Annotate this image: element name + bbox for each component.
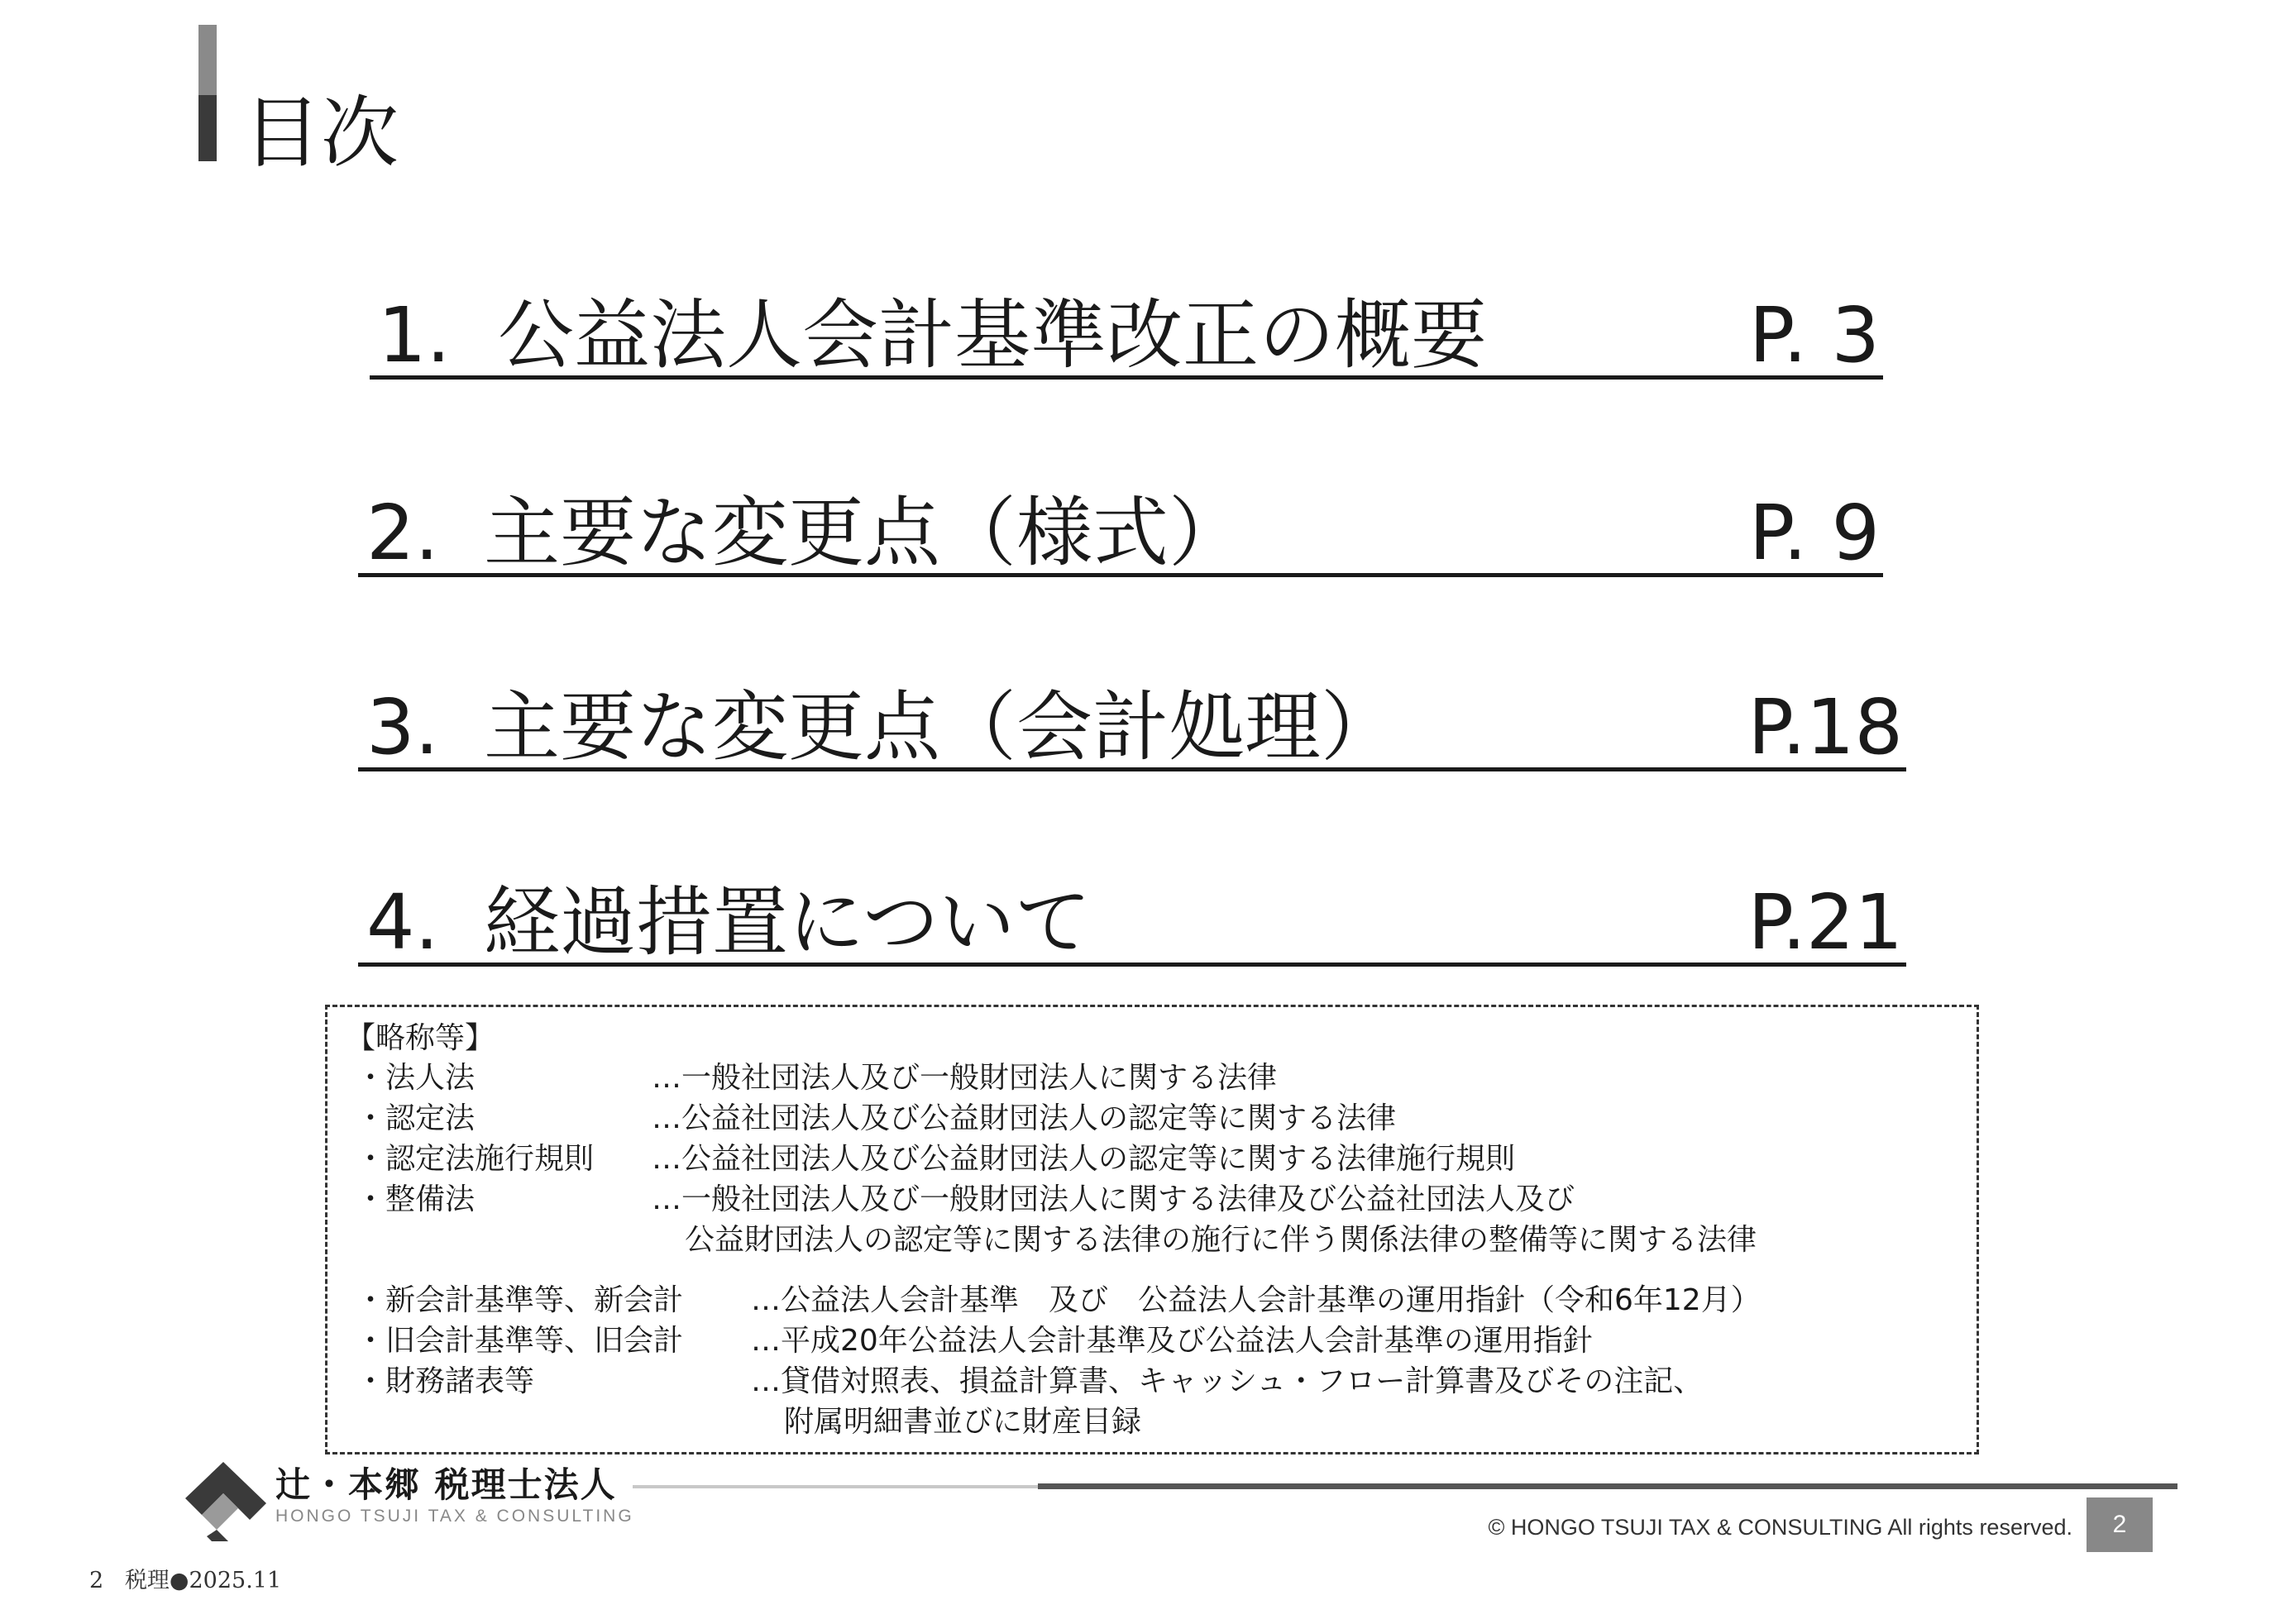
print-footer	[89, 1562, 281, 1594]
abbreviation-description: …公益社団法人及び公益財団法人の認定等に関する法律	[652, 1101, 1397, 1135]
footer-rule-light	[633, 1485, 1038, 1488]
toc-item-page: P. 3	[1748, 291, 1880, 380]
page-title: 目次	[243, 88, 399, 179]
slide-number-badge: 2	[2087, 1497, 2153, 1552]
title-accent-bar-light	[198, 25, 217, 95]
abbreviation-description: …一般社団法人及び一般財団法人に関する法律	[652, 1061, 1278, 1095]
abbreviation-term: ・財務諸表等	[356, 1364, 535, 1398]
abbreviation-description: …公益法人会計基準 及び 公益法人会計基準の運用指針（令和6年12月）	[751, 1283, 1761, 1317]
abbreviation-description: …貸借対照表、損益計算書、キャッシュ・フロー計算書及びその注記、	[751, 1364, 1704, 1398]
toc-item-1[interactable]	[370, 291, 1883, 380]
abbreviation-term: ・認定法	[356, 1101, 476, 1135]
toc-item-number: 1.	[378, 291, 451, 380]
toc-item-2[interactable]	[358, 489, 1883, 577]
toc-item-text: 主要な変更点（会計処理）	[484, 683, 1398, 771]
company-name-en: HONGO TSUJI TAX & CONSULTING	[275, 1507, 634, 1526]
company-logo-icon	[174, 1455, 273, 1546]
toc-item-number: 3.	[366, 683, 439, 771]
abbreviation-description-continued: 附属明細書並びに財産目録	[784, 1405, 1142, 1439]
abbreviation-description: …一般社団法人及び一般財団法人に関する法律及び公益社団法人及び	[652, 1182, 1575, 1216]
abbreviation-description-continued: 公益財団法人の認定等に関する法律の施行に伴う関係法律の整備等に関する法律	[685, 1223, 1757, 1257]
abbreviations-box	[325, 1005, 1979, 1454]
toc-item-page: P.18	[1747, 683, 1903, 771]
abbreviation-description: …平成20年公益法人会計基準及び公益法人会計基準の運用指針	[751, 1324, 1593, 1358]
toc-item-number: 2.	[366, 489, 439, 577]
abbreviation-term: ・新会計基準等、新会計	[356, 1283, 684, 1317]
abbreviation-term: ・認定法施行規則	[356, 1142, 595, 1176]
toc-item-page: P. 9	[1748, 489, 1880, 577]
toc-item-3[interactable]	[358, 683, 1906, 771]
copyright-text: © HONGO TSUJI TAX & CONSULTING All rights reserved.	[1488, 1515, 2072, 1540]
title-accent-bar-dark	[198, 95, 217, 161]
footer-rule-dark	[1038, 1483, 2177, 1489]
abbreviation-term: ・法人法	[356, 1061, 476, 1095]
print-page-number: 2	[89, 1568, 104, 1593]
print-publication-info: 税理●2025.11	[124, 1568, 282, 1593]
toc-item-number: 4.	[366, 878, 439, 967]
toc-item-text: 公益法人会計基準改正の概要	[498, 291, 1488, 380]
abbreviation-description: …公益社団法人及び公益財団法人の認定等に関する法律施行規則	[652, 1142, 1516, 1176]
company-name-jp: 辻・本郷 税理士法人	[275, 1464, 617, 1505]
abbreviation-term: ・旧会計基準等、旧会計	[356, 1324, 684, 1358]
toc-item-page: P.21	[1747, 878, 1903, 967]
abbreviation-term: ・整備法	[356, 1182, 476, 1216]
toc-item-4[interactable]	[358, 878, 1906, 967]
toc-item-text: 経過措置について	[484, 878, 1092, 967]
toc-item-text: 主要な変更点（様式）	[484, 489, 1245, 577]
abbreviations-heading: 【略称等】	[346, 1021, 495, 1055]
